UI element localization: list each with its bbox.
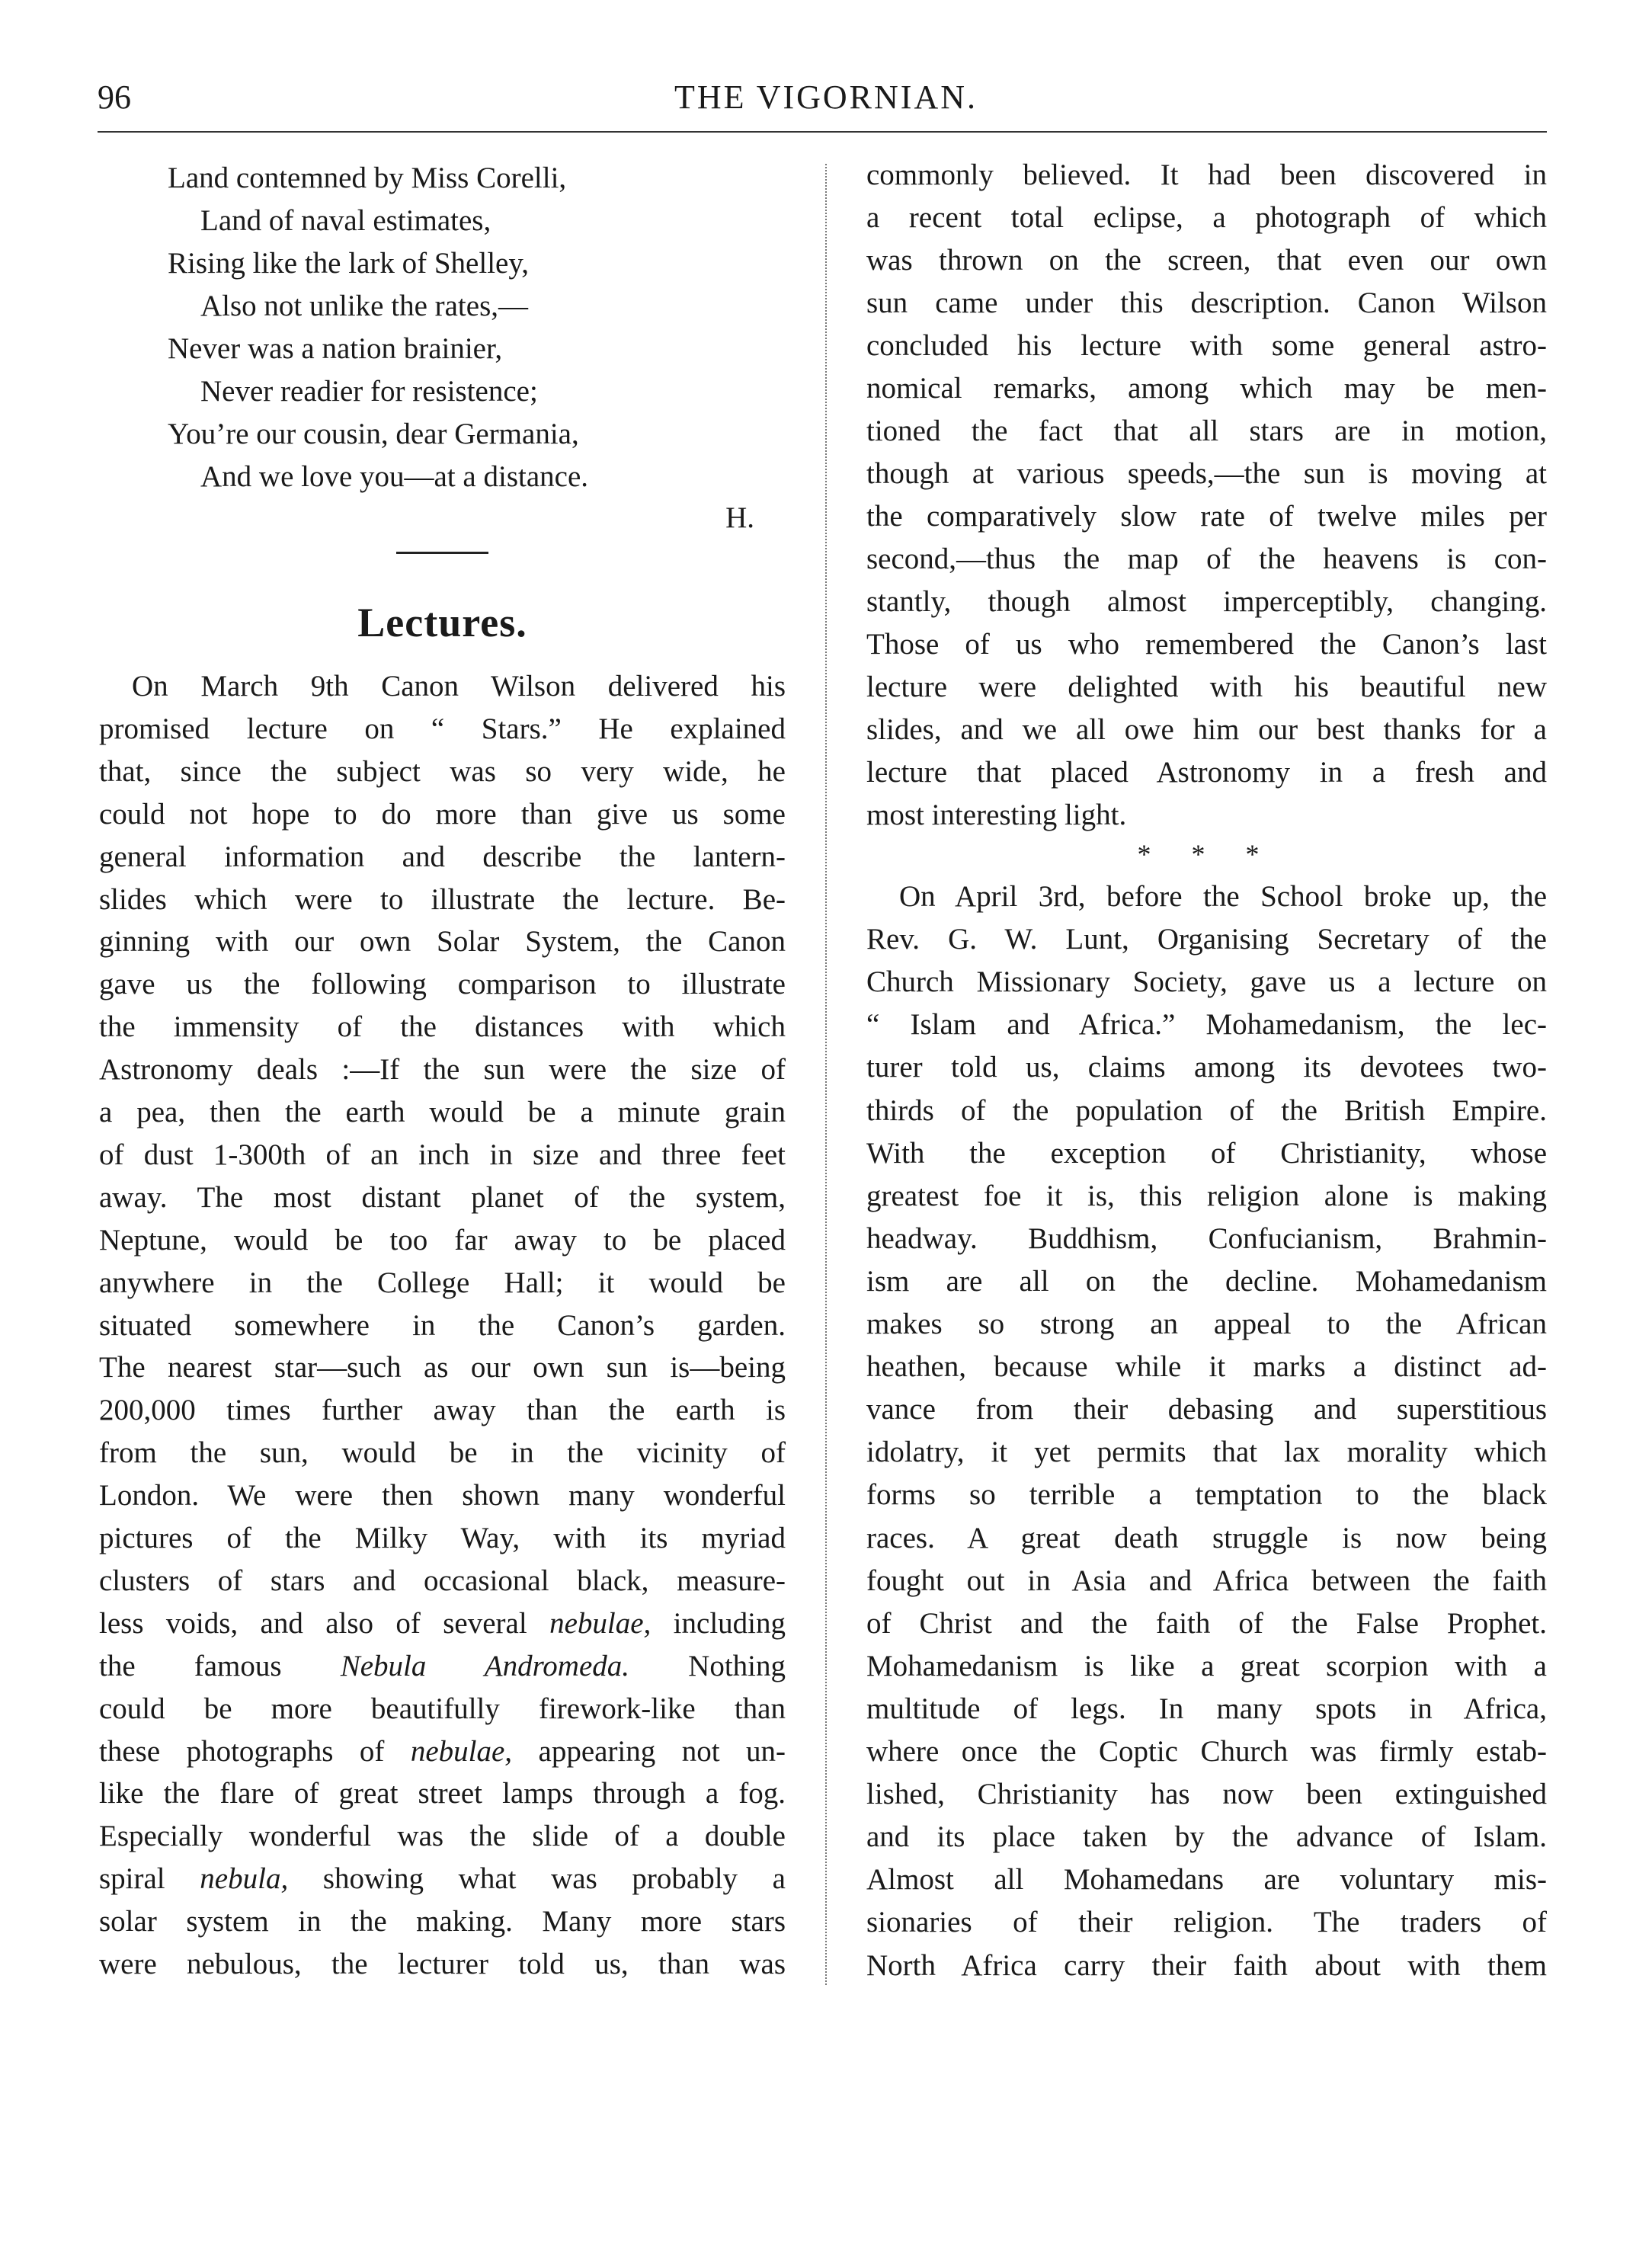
text-line: commonly believed. It had been discovered in	[866, 158, 1547, 191]
text-line: situated somewhere in the Canon’s garden.	[99, 1308, 786, 1342]
text-line: races. A great death struggle is now being	[866, 1521, 1547, 1554]
poem-line: And we love you—at a distance.	[200, 460, 589, 493]
text-line: second,—thus the map of the heavens is con-	[866, 543, 1547, 575]
text-line: Mohamedanism is like a great scorpion with a	[866, 1649, 1547, 1682]
text-line: slides which were to illustrate the lecture. Be-	[99, 882, 786, 916]
text-line: a pea, then the earth would be a minute grain	[99, 1096, 786, 1129]
text-line: and its place taken by the advance of Islam.	[866, 1820, 1547, 1854]
text-line: were nebulous, the lecturer told us, than was	[99, 1948, 786, 1980]
text-line: sun came under this description. Canon Wilson	[866, 287, 1547, 319]
italic-text: nebulae,	[410, 1734, 513, 1768]
text-line: Almost all Mohamedans are voluntary mis-	[866, 1863, 1547, 1897]
page-number: 96	[98, 78, 131, 116]
text-line: nomical remarks, among which may be men-	[866, 372, 1547, 405]
text-line: that, since the subject was so very wide, he	[99, 754, 786, 788]
text-line: vance from their debasing and superstitious	[866, 1393, 1547, 1426]
poem-line: Also not unlike the rates,—	[200, 290, 529, 322]
text-line: thirds of the population of the British Empire.	[866, 1093, 1547, 1127]
text-line: forms so terrible a temptation to the black	[866, 1478, 1547, 1512]
text-line: could be more beautifully firework-like than	[99, 1692, 786, 1725]
text-line: North Africa carry their faith about with them	[866, 1948, 1547, 1982]
text-line: Especially wonderful was the slide of a double	[99, 1820, 786, 1853]
section-separator: * * *	[1137, 839, 1276, 869]
text-run: less voids, and also of several	[99, 1606, 550, 1640]
text-run: these photographs of	[99, 1734, 411, 1768]
section-rule	[396, 552, 488, 554]
text-line: promised lecture on “ Stars.” He explained	[99, 712, 786, 745]
text-line: slides, and we all owe him our best thanks for a	[866, 713, 1547, 746]
text-line: solar system in the making. Many more stars	[99, 1905, 786, 1938]
text-line: lished, Christianity has now been extinguished	[866, 1778, 1547, 1811]
text-line: where once the Coptic Church was firmly estab-	[866, 1735, 1547, 1768]
text-line: idolatry, it yet permits that lax morality which	[866, 1436, 1547, 1469]
text-line: clusters of stars and occasional black, measure-	[99, 1564, 786, 1597]
text-run: Nothing	[629, 1649, 786, 1682]
text-line: London. We were then shown many wonderful	[99, 1479, 786, 1513]
text-line: Astronomy deals :—If the sun were the size of	[99, 1053, 786, 1087]
text-line: could not hope to do more than give us some	[99, 797, 786, 831]
text-line: With the exception of Christianity, whose	[866, 1136, 1547, 1170]
text-line: fought out in Asia and Africa between the faith	[866, 1564, 1547, 1597]
text-line: was thrown on the screen, that even our own	[866, 244, 1547, 277]
text-line	[99, 1730, 786, 1773]
text-line: the immensity of the distances with which	[99, 1010, 786, 1044]
text-line: heathen, because while it marks a distinct ad-	[866, 1350, 1547, 1384]
text-line: headway. Buddhism, Confucianism, Brahmin-	[866, 1221, 1547, 1255]
text-line: greatest foe it is, this religion alone is making	[866, 1179, 1547, 1212]
text-line: Rev. G. W. Lunt, Organising Secretary of the	[866, 923, 1547, 956]
text-line: though at various speeds,—the sun is moving at	[866, 457, 1547, 490]
text-line: tioned the fact that all stars are in motion,	[866, 415, 1547, 447]
text-line: multitude of legs. In many spots in Africa,	[866, 1692, 1547, 1725]
text-run: including	[651, 1606, 786, 1640]
text-line: lecture were delighted with his beautiful new	[866, 671, 1547, 703]
text-line: of Christ and the faith of the False Prophet.	[866, 1606, 1547, 1640]
text-line: the comparatively slow rate of twelve miles per	[866, 500, 1547, 533]
text-line: “ Islam and Africa.” Mohamedanism, the lec-	[866, 1008, 1547, 1042]
text-line: from the sun, would be in the vicinity of	[99, 1436, 786, 1470]
text-run: the famous	[99, 1649, 341, 1682]
poem-line: Land contemned by Miss Corelli,	[168, 162, 567, 194]
text-line: a recent total eclipse, a photograph of which	[866, 201, 1547, 234]
text-line: pictures of the Milky Way, with its myriad	[99, 1522, 786, 1554]
text-line: ism are all on the decline. Mohamedanism	[866, 1264, 1547, 1298]
text-line: stantly, though almost imperceptibly, changing.	[866, 585, 1547, 618]
text-line	[99, 1858, 786, 1900]
text-line: ginning with our own Solar System, the Canon	[99, 925, 786, 959]
text-line: Neptune, would be too far away to be placed	[99, 1223, 786, 1257]
poem-line: Never readier for resistence;	[200, 375, 538, 408]
italic-text: Nebula Andromeda.	[340, 1649, 630, 1682]
text-line: Those of us who remembered the Canon’s last	[866, 628, 1547, 661]
text-line: concluded his lecture with some general astro-	[866, 329, 1547, 362]
text-line: like the flare of great street lamps through a fog.	[99, 1777, 786, 1810]
text-line: The nearest star—such as our own sun is—being	[99, 1351, 786, 1385]
poem-line: Rising like the lark of Shelley,	[168, 247, 530, 280]
italic-text: nebulae,	[549, 1606, 652, 1640]
text-line: most interesting light.	[866, 799, 1127, 831]
text-line: On April 3rd, before the School broke up, the	[899, 880, 1547, 913]
text-line	[99, 1602, 786, 1645]
poem-line: Never was a nation brainier,	[168, 332, 503, 365]
text-run: appearing not un-	[512, 1734, 786, 1768]
text-line: lecture that placed Astronomy in a fresh and	[866, 756, 1547, 789]
section-heading: Lectures.	[357, 600, 527, 645]
text-line: Church Missionary Society, gave us a lecture on	[866, 965, 1547, 999]
column-divider	[825, 164, 827, 1985]
italic-text: nebula,	[200, 1862, 289, 1896]
text-line	[99, 1645, 786, 1688]
text-line: On March 9th Canon Wilson delivered his	[132, 670, 786, 703]
header-rule	[98, 131, 1547, 133]
text-line: anywhere in the College Hall; it would be	[99, 1266, 786, 1299]
poem-line: Land of naval estimates,	[200, 204, 491, 237]
running-head-title: THE VIGORNIAN.	[674, 78, 978, 116]
text-line: 200,000 times further away than the earth is	[99, 1394, 786, 1427]
text-line: of dust 1-300th of an inch in size and three feet	[99, 1138, 786, 1171]
text-line: gave us the following comparison to illustrate	[99, 968, 786, 1001]
poem-signature: H.	[725, 501, 754, 534]
text-line: general information and describe the lantern-	[99, 840, 786, 873]
poem-line: You’re our cousin, dear Germania,	[168, 418, 579, 450]
text-line: away. The most distant planet of the system,	[99, 1180, 786, 1214]
text-line: turer told us, claims among its devotees two-	[866, 1051, 1547, 1084]
text-run: spiral	[99, 1862, 200, 1896]
text-line: makes so strong an appeal to the African	[866, 1308, 1547, 1340]
text-line: sionaries of their religion. The traders of	[866, 1906, 1547, 1939]
text-run: showing what was probably a	[288, 1862, 786, 1896]
